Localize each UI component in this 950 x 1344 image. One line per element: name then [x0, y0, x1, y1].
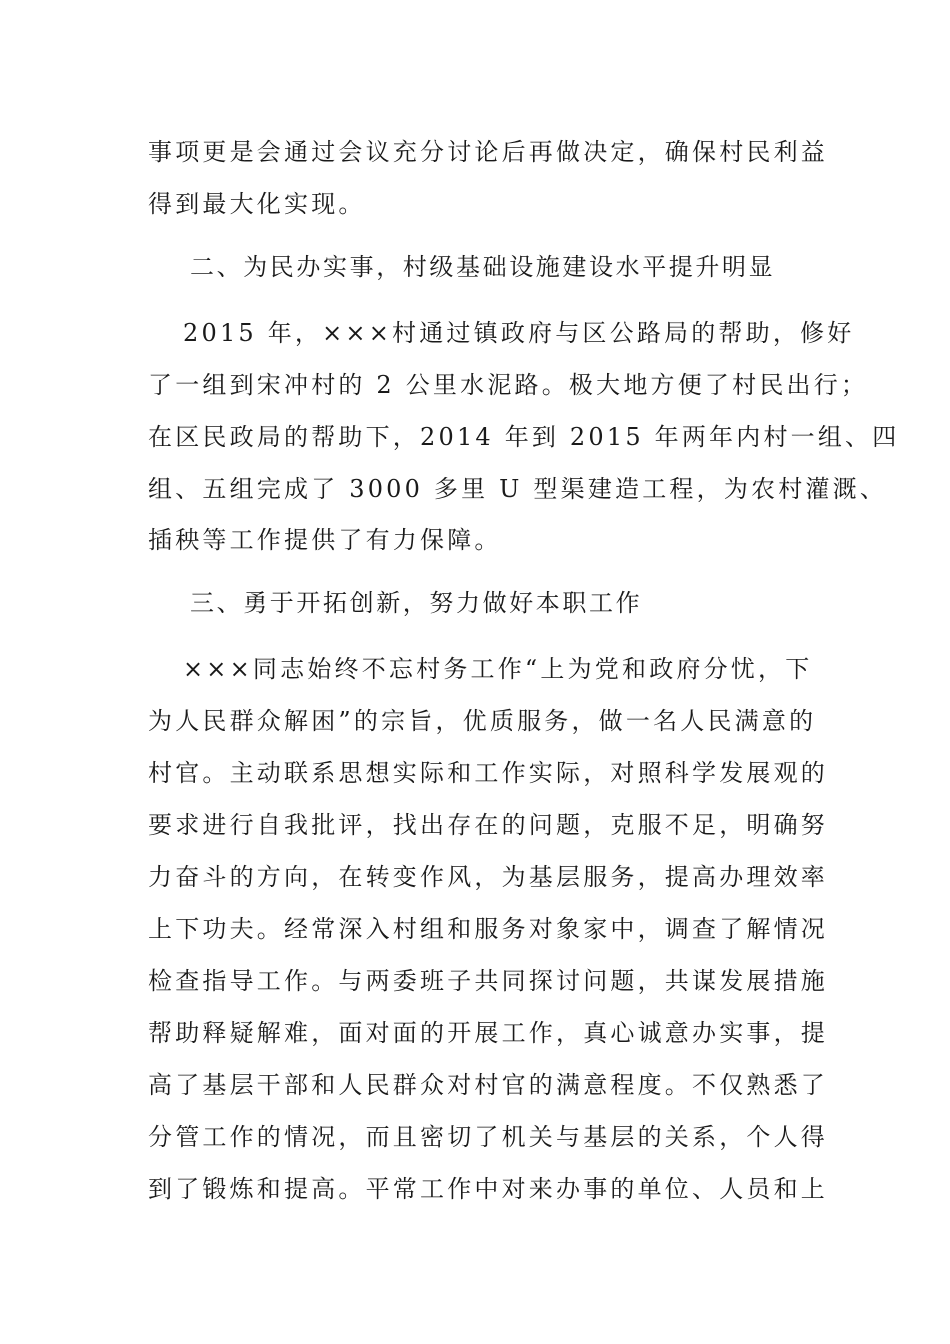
body-line: 为人民群众解困”的宗旨，优质服务，做一名人民满意的	[148, 707, 817, 735]
body-line: 组、五组完成了 3000 多里 U 型渠建造工程，为农村灌溉、	[148, 475, 888, 503]
body-line: 到了锻炼和提高。平常工作中对来办事的单位、人员和上	[148, 1175, 828, 1203]
body-line: 高了基层干部和人民群众对村官的满意程度。不仅熟悉了	[148, 1071, 828, 1099]
body-line: 上下功夫。经常深入村组和服务对象家中，调查了解情况	[148, 915, 828, 943]
body-line: 了一组到宋冲村的 2 公里水泥路。极大地方便了村民出行；	[148, 371, 869, 399]
body-line: ×××同志始终不忘村务工作“上为党和政府分忧，下	[183, 655, 813, 683]
body-line: 村官。主动联系思想实际和工作实际，对照科学发展观的	[148, 759, 828, 787]
body-line: 帮助释疑解难，面对面的开展工作，真心诚意办实事，提	[148, 1019, 828, 1047]
body-line: 得到最大化实现。	[148, 190, 366, 218]
section-heading: 三、勇于开拓创新，努力做好本职工作	[190, 589, 643, 617]
body-line: 要求进行自我批评，找出存在的问题，克服不足，明确努	[148, 811, 828, 839]
body-line: 检查指导工作。与两委班子共同探讨问题，共谋发展措施	[148, 967, 828, 995]
section-heading: 二、为民办实事，村级基础设施建设水平提升明显	[190, 253, 776, 281]
body-line: 2015 年，×××村通过镇政府与区公路局的帮助，修好	[183, 319, 855, 347]
body-line: 事项更是会通过会议充分讨论后再做决定，确保村民利益	[148, 138, 828, 166]
body-line: 插秧等工作提供了有力保障。	[148, 526, 502, 554]
body-line: 分管工作的情况，而且密切了机关与基层的关系，个人得	[148, 1123, 828, 1151]
body-line: 在区民政局的帮助下，2014 年到 2015 年两年内村一组、四	[148, 423, 900, 451]
body-line: 力奋斗的方向，在转变作风，为基层服务，提高办理效率	[148, 863, 828, 891]
